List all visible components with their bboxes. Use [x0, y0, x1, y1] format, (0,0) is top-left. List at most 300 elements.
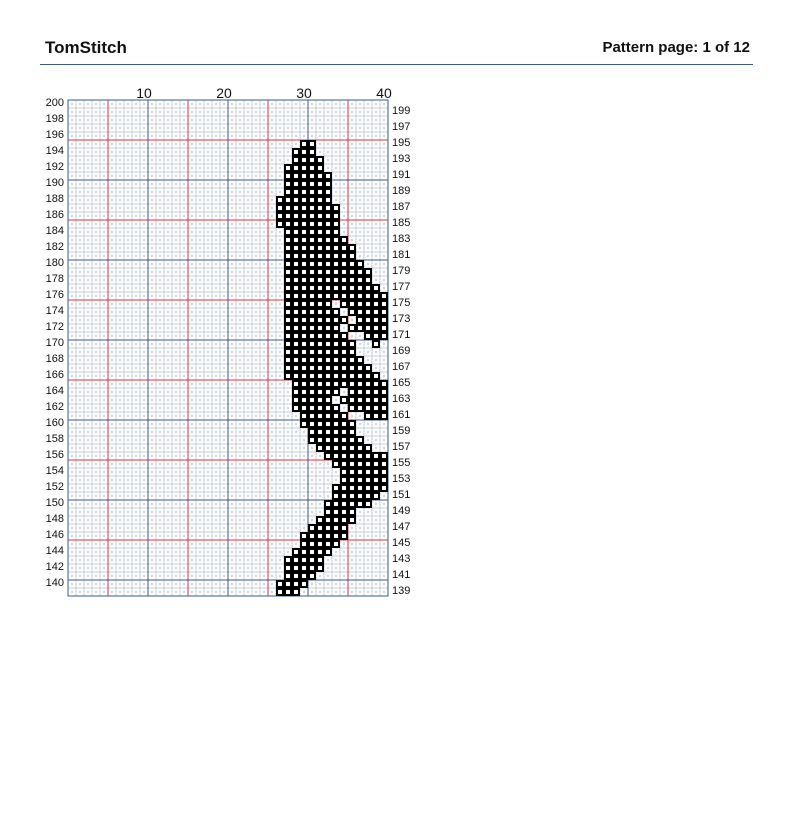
cell-dot [208, 256, 209, 257]
cell-dot [192, 328, 193, 329]
stitch-cell-inner [382, 382, 386, 386]
cell-dot [160, 368, 161, 369]
cell-dot [176, 520, 177, 521]
cell-dot [256, 376, 257, 377]
cell-dot [112, 536, 113, 537]
cell-dot [368, 224, 369, 225]
cell-dot [144, 496, 145, 497]
stitch-cell-inner [358, 398, 362, 402]
stitch-cell-inner [326, 350, 330, 354]
cell-dot [72, 576, 73, 577]
cell-dot [144, 304, 145, 305]
cell-dot [368, 104, 369, 105]
stitch-cell-inner [326, 534, 330, 538]
cell-dot [200, 416, 201, 417]
cell-dot [208, 376, 209, 377]
cell-dot [280, 440, 281, 441]
stitch-cell-inner [350, 446, 354, 450]
cell-dot [88, 136, 89, 137]
cell-dot [384, 432, 385, 433]
cell-dot [208, 112, 209, 113]
cell-dot [72, 336, 73, 337]
cell-dot [160, 168, 161, 169]
cell-dot [280, 328, 281, 329]
stitch-cell-inner [326, 326, 330, 330]
cell-dot [296, 480, 297, 481]
cell-dot [280, 112, 281, 113]
cell-dot [72, 480, 73, 481]
cell-dot [376, 368, 377, 369]
cell-dot [232, 304, 233, 305]
cell-dot [200, 136, 201, 137]
cell-dot [304, 112, 305, 113]
cell-dot [280, 464, 281, 465]
cell-dot [376, 272, 377, 273]
stitch-cell-inner [286, 190, 290, 194]
cell-dot [376, 424, 377, 425]
cell-dot [176, 512, 177, 513]
row-number-label-right: 141 [392, 569, 411, 581]
cell-dot [368, 216, 369, 217]
cell-dot [224, 584, 225, 585]
cell-dot [224, 440, 225, 441]
cell-dot [232, 488, 233, 489]
cell-dot [168, 456, 169, 457]
cell-dot [136, 120, 137, 121]
cell-dot [384, 240, 385, 241]
cell-dot [208, 216, 209, 217]
cell-dot [352, 536, 353, 537]
cell-dot [152, 392, 153, 393]
cell-dot [336, 584, 337, 585]
stitch-cell-inner [302, 286, 306, 290]
cell-dot [336, 592, 337, 593]
row-number-label-right: 163 [392, 393, 411, 405]
cell-dot [264, 344, 265, 345]
cell-dot [112, 568, 113, 569]
cell-dot [232, 144, 233, 145]
cell-dot [120, 376, 121, 377]
cell-dot [264, 424, 265, 425]
cell-dot [224, 528, 225, 529]
cell-dot [328, 144, 329, 145]
cell-dot [272, 440, 273, 441]
cell-dot [120, 344, 121, 345]
cell-dot [336, 112, 337, 113]
stitch-cell-inner [366, 318, 370, 322]
cell-dot [88, 120, 89, 121]
cell-dot [168, 520, 169, 521]
cell-dot [104, 352, 105, 353]
cell-dot [80, 448, 81, 449]
cell-dot [208, 224, 209, 225]
cell-dot [72, 320, 73, 321]
cell-dot [144, 528, 145, 529]
cell-dot [280, 472, 281, 473]
cell-dot [352, 320, 353, 321]
cell-dot [144, 120, 145, 121]
cell-dot [160, 280, 161, 281]
cell-dot [240, 128, 241, 129]
cell-dot [176, 592, 177, 593]
cell-dot [128, 128, 129, 129]
cell-dot [216, 312, 217, 313]
cell-dot [376, 584, 377, 585]
cell-dot [128, 472, 129, 473]
stitch-cell-inner [310, 366, 314, 370]
stitch-cell-inner [374, 310, 378, 314]
cell-dot [376, 104, 377, 105]
cell-dot [368, 576, 369, 577]
cell-dot [80, 168, 81, 169]
cell-dot [136, 512, 137, 513]
stitch-cell-inner [294, 158, 298, 162]
stitch-cell-inner [350, 342, 354, 346]
cell-dot [120, 272, 121, 273]
stitch-cell-inner [342, 462, 346, 466]
cell-dot [216, 496, 217, 497]
cell-dot [184, 448, 185, 449]
cell-dot [112, 120, 113, 121]
cell-dot [256, 312, 257, 313]
cell-dot [112, 240, 113, 241]
stitch-cell-inner [382, 326, 386, 330]
cell-dot [112, 544, 113, 545]
stitch-cell-inner [350, 478, 354, 482]
cell-dot [192, 200, 193, 201]
stitch-cell-inner [334, 222, 338, 226]
stitch-cell-inner [366, 462, 370, 466]
cell-dot [192, 536, 193, 537]
cell-dot [80, 336, 81, 337]
cell-dot [376, 280, 377, 281]
stitch-cell-inner [302, 270, 306, 274]
cell-dot [168, 304, 169, 305]
cell-dot [104, 432, 105, 433]
cell-dot [216, 432, 217, 433]
cell-dot [136, 184, 137, 185]
cell-dot [184, 536, 185, 537]
cell-dot [336, 472, 337, 473]
cell-dot [72, 288, 73, 289]
cell-dot [96, 544, 97, 545]
cell-dot [200, 352, 201, 353]
cell-dot [136, 176, 137, 177]
stitch-cell-inner [294, 190, 298, 194]
cell-dot [104, 520, 105, 521]
cell-dot [136, 352, 137, 353]
stitch-cell-inner [310, 158, 314, 162]
stitch-cell-inner [342, 470, 346, 474]
cell-dot [128, 200, 129, 201]
cell-dot [296, 432, 297, 433]
stitch-cell-inner [318, 526, 322, 530]
cell-dot [232, 384, 233, 385]
cell-dot [368, 432, 369, 433]
cell-dot [344, 200, 345, 201]
stitch-cell-inner [326, 206, 330, 210]
cell-dot [376, 568, 377, 569]
cell-dot [224, 560, 225, 561]
cell-dot [120, 368, 121, 369]
cell-dot [280, 232, 281, 233]
cell-dot [264, 104, 265, 105]
cell-dot [280, 192, 281, 193]
cell-dot [216, 208, 217, 209]
cell-dot [120, 560, 121, 561]
stitch-cell-inner [350, 254, 354, 258]
cell-dot [384, 288, 385, 289]
cell-dot [336, 192, 337, 193]
cell-dot [112, 144, 113, 145]
cell-dot [128, 376, 129, 377]
stitch-cell-inner [382, 470, 386, 474]
stitch-cell-inner [374, 374, 378, 378]
cell-dot [112, 520, 113, 521]
cell-dot [192, 400, 193, 401]
cell-dot [168, 248, 169, 249]
cell-dot [280, 408, 281, 409]
cell-dot [80, 232, 81, 233]
cell-dot [272, 472, 273, 473]
cell-dot [248, 592, 249, 593]
cell-dot [360, 152, 361, 153]
cell-dot [216, 200, 217, 201]
row-number-label-right: 153 [392, 473, 411, 485]
cell-dot [296, 120, 297, 121]
cell-dot [160, 320, 161, 321]
cell-dot [344, 192, 345, 193]
cell-dot [352, 224, 353, 225]
cell-dot [144, 200, 145, 201]
cell-dot [88, 408, 89, 409]
cell-dot [144, 552, 145, 553]
cell-dot [72, 416, 73, 417]
cell-dot [200, 512, 201, 513]
stitch-cell-inner [302, 222, 306, 226]
stitch-cell-inner [286, 214, 290, 218]
cell-dot [72, 344, 73, 345]
cell-dot [240, 296, 241, 297]
cell-dot [96, 216, 97, 217]
cell-dot [280, 512, 281, 513]
cell-dot [80, 560, 81, 561]
cell-dot [224, 320, 225, 321]
cell-dot [144, 240, 145, 241]
cell-dot [72, 544, 73, 545]
cell-dot [104, 192, 105, 193]
cell-dot [256, 464, 257, 465]
cell-dot [240, 576, 241, 577]
cell-dot [360, 336, 361, 337]
cell-dot [240, 328, 241, 329]
cell-dot [304, 472, 305, 473]
cell-dot [192, 488, 193, 489]
stitch-cell-inner [310, 550, 314, 554]
stitch-cell-inner [374, 326, 378, 330]
cell-dot [112, 408, 113, 409]
cell-dot [208, 184, 209, 185]
cell-dot [256, 384, 257, 385]
cell-dot [256, 560, 257, 561]
cell-dot [168, 168, 169, 169]
cell-dot [232, 200, 233, 201]
cell-dot [120, 472, 121, 473]
row-number-label-left: 156 [45, 449, 64, 461]
row-number-label-left: 198 [45, 113, 64, 125]
cell-dot [264, 328, 265, 329]
stitch-cell-inner [334, 486, 338, 490]
cell-dot [176, 400, 177, 401]
stitch-cell-inner [318, 294, 322, 298]
cell-dot [168, 152, 169, 153]
cell-dot [240, 592, 241, 593]
cell-dot [216, 304, 217, 305]
cell-dot [88, 576, 89, 577]
cell-dot [120, 424, 121, 425]
cell-dot [224, 392, 225, 393]
cell-dot [328, 592, 329, 593]
cell-dot [280, 344, 281, 345]
cell-dot [128, 424, 129, 425]
cell-dot [376, 232, 377, 233]
cell-dot [184, 312, 185, 313]
stitch-cell-inner [302, 334, 306, 338]
stitch-cell-inner [358, 406, 362, 410]
cell-dot [128, 432, 129, 433]
cell-dot [264, 248, 265, 249]
cell-dot [96, 464, 97, 465]
stitch-cell-inner [334, 286, 338, 290]
cell-dot [344, 216, 345, 217]
cell-dot [216, 360, 217, 361]
cell-dot [72, 384, 73, 385]
cell-dot [288, 496, 289, 497]
cell-dot [360, 584, 361, 585]
cell-dot [200, 144, 201, 145]
cell-dot [112, 344, 113, 345]
cell-dot [232, 520, 233, 521]
cell-dot [136, 112, 137, 113]
cell-dot [136, 432, 137, 433]
cell-dot [304, 136, 305, 137]
cell-dot [248, 464, 249, 465]
cell-dot [168, 336, 169, 337]
cell-dot [256, 504, 257, 505]
stitch-cell-inner [342, 374, 346, 378]
cell-dot [240, 248, 241, 249]
cell-dot [80, 464, 81, 465]
cell-dot [272, 488, 273, 489]
cell-dot [144, 136, 145, 137]
cell-dot [184, 200, 185, 201]
cell-dot [272, 104, 273, 105]
stitch-cell-inner [286, 246, 290, 250]
cell-dot [248, 152, 249, 153]
cell-dot [136, 248, 137, 249]
cell-dot [360, 232, 361, 233]
cell-dot [128, 240, 129, 241]
cell-dot [240, 496, 241, 497]
stitch-cell-inner [310, 534, 314, 538]
cell-dot [376, 184, 377, 185]
cell-dot [280, 296, 281, 297]
stitch-cell-inner [342, 382, 346, 386]
cell-dot [72, 112, 73, 113]
cell-dot [160, 192, 161, 193]
cell-dot [192, 552, 193, 553]
cell-dot [352, 568, 353, 569]
cell-dot [304, 448, 305, 449]
stitch-cell-inner [350, 326, 354, 330]
stitch-cell-inner [278, 222, 282, 226]
cell-dot [192, 480, 193, 481]
row-number-label-right: 177 [392, 281, 411, 293]
cell-dot [256, 400, 257, 401]
cell-dot [176, 408, 177, 409]
cell-dot [312, 112, 313, 113]
cell-dot [336, 576, 337, 577]
stitch-cell-inner [366, 398, 370, 402]
stitch-cell-inner [326, 358, 330, 362]
cell-dot [216, 536, 217, 537]
cell-dot [376, 224, 377, 225]
cell-dot [224, 224, 225, 225]
cell-dot [272, 544, 273, 545]
cell-dot [352, 240, 353, 241]
cell-dot [136, 544, 137, 545]
cell-dot [256, 272, 257, 273]
cell-dot [264, 200, 265, 201]
cell-dot [80, 304, 81, 305]
stitch-cell-inner [318, 254, 322, 258]
cell-dot [136, 560, 137, 561]
cell-dot [152, 248, 153, 249]
stitch-cell-inner [310, 430, 314, 434]
cell-dot [208, 400, 209, 401]
stitch-cell-inner [294, 350, 298, 354]
cell-dot [264, 496, 265, 497]
cell-dot [280, 488, 281, 489]
cell-dot [128, 560, 129, 561]
cell-dot [104, 528, 105, 529]
cell-dot [152, 416, 153, 417]
cell-dot [136, 272, 137, 273]
stitch-cell-inner [334, 270, 338, 274]
cell-dot [264, 528, 265, 529]
cell-dot [184, 352, 185, 353]
cell-dot [216, 568, 217, 569]
cell-dot [328, 112, 329, 113]
cell-dot [248, 288, 249, 289]
stitch-cell-inner [342, 414, 346, 418]
cell-dot [264, 280, 265, 281]
cell-dot [160, 176, 161, 177]
cell-dot [248, 360, 249, 361]
cell-dot [168, 552, 169, 553]
cell-dot [272, 416, 273, 417]
cell-dot [296, 536, 297, 537]
cell-dot [344, 128, 345, 129]
cell-dot [240, 584, 241, 585]
stitch-cell-inner [310, 398, 314, 402]
cell-dot [264, 400, 265, 401]
cell-dot [216, 192, 217, 193]
cell-dot [376, 248, 377, 249]
cell-dot [104, 416, 105, 417]
stitch-cell-inner [310, 438, 314, 442]
cell-dot [288, 520, 289, 521]
